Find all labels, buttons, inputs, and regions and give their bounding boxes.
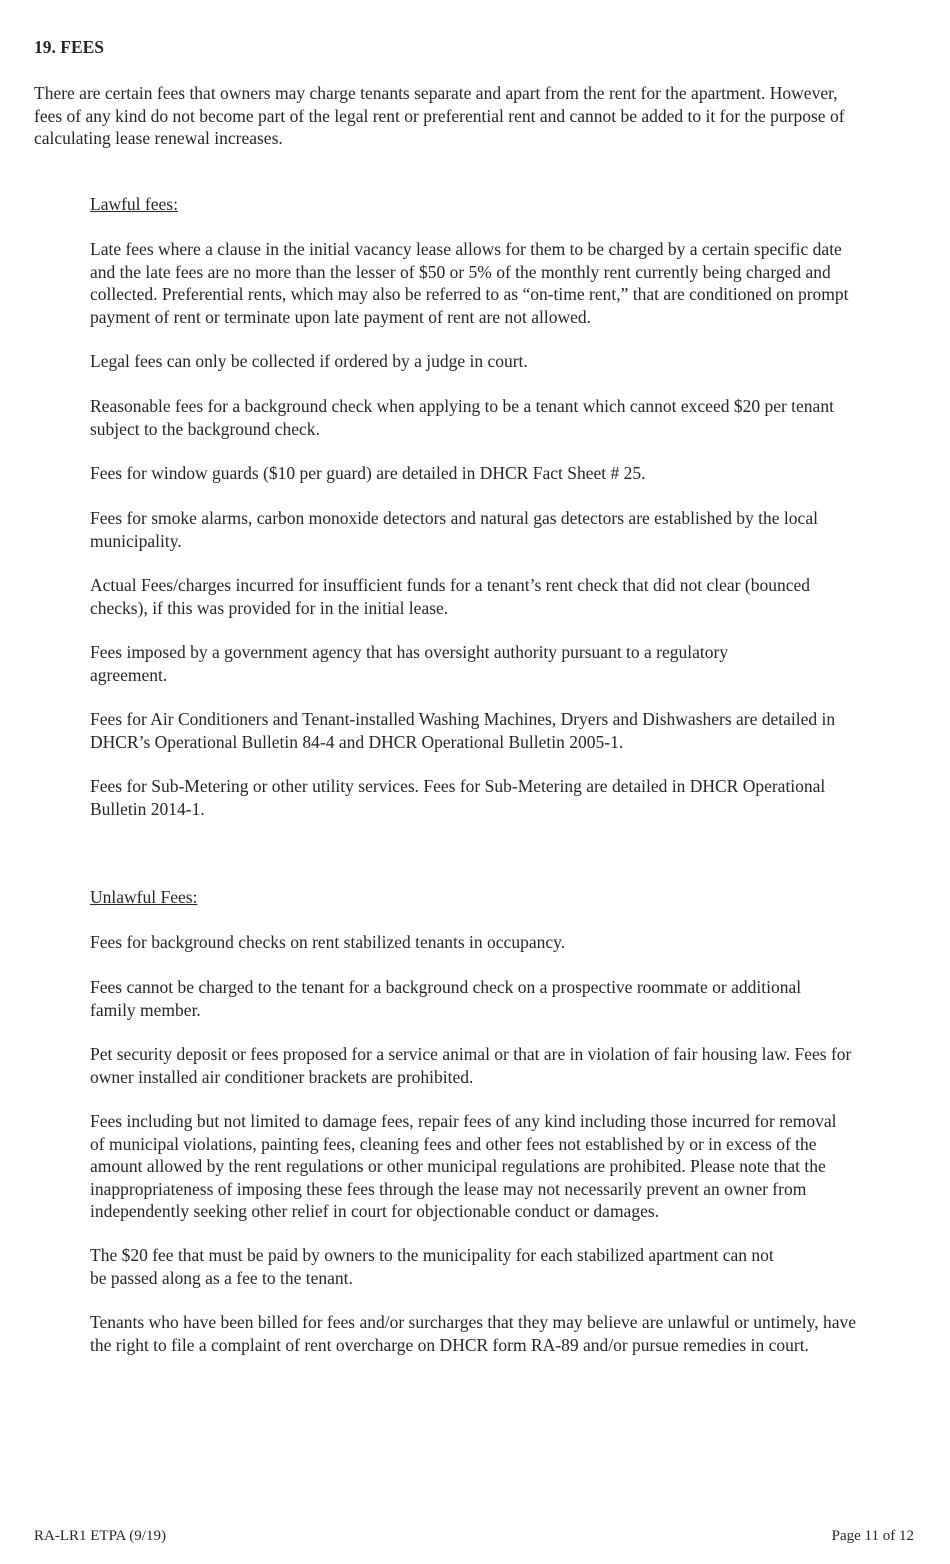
lawful-paragraph-late-fees [90,238,920,328]
lawful-paragraph-air-conditioners [90,708,920,753]
text-line: Late fees where a clause in the initial vacancy lease allows for them to be charged by a certain specific date [90,239,842,259]
text-line: Tenants who have been billed for fees and/or surcharges that they may believe are unlawful or untimely, have [90,1312,857,1332]
text-line: agreement. [90,664,168,685]
lawful-paragraph-legal-fees [90,350,920,373]
text-line: Fees for smoke alarms, carbon monoxide detectors and natural gas detectors are established by the local [90,508,818,528]
text-line: be passed along as a fee to the tenant. [90,1267,353,1288]
unlawful-paragraph-background-checks [90,931,920,954]
text-line: collected. Preferential rents, which may also be referred to as “on-time rent,” that are conditioned on prompt [90,284,849,304]
intro-paragraph [34,82,914,150]
text-line: the right to file a complaint of rent overcharge on DHCR form RA-89 and/or pursue remedies in court. [90,1334,809,1355]
text-line: Fees for background checks on rent stabilized tenants in occupancy. [90,932,566,952]
text-line: independently seeking other relief in court for objectionable conduct or damages. [90,1201,660,1221]
lawful-paragraph-smoke-alarms [90,507,920,552]
text-line: amount allowed by the rent regulations or other municipal regulations are prohibited. Please note that the [90,1156,826,1176]
text-line: Fees for window guards ($10 per guard) are detailed in DHCR Fact Sheet # 25. [90,463,646,483]
text-line: municipality. [90,530,182,551]
text-line: There are certain fees that owners may charge tenants separate and apart from the rent for the apartment. However, [34,83,838,103]
text-line: Fees cannot be charged to the tenant for a background check on a prospective roommate or additional [90,977,802,997]
lawful-paragraph-insufficient-funds [90,574,920,619]
form-identifier: RA-LR1 ETPA (9/19) [34,1528,166,1544]
text-line: payment of rent or terminate upon late payment of rent are not allowed. [90,306,591,327]
text-line: inappropriateness of imposing these fees through the lease may not necessarily prevent an owner from [90,1178,807,1199]
lawful-paragraph-window-guards [90,462,920,485]
unlawful-paragraph-roommate-check [90,976,920,1021]
text-line: calculating lease renewal increases. [34,128,283,148]
lawful-paragraph-background-check [90,395,920,440]
unlawful-fees-title: Unlawful Fees: [90,887,198,907]
lawful-paragraph-sub-metering [90,775,920,820]
lawful-paragraph-government-fees [90,641,920,686]
unlawful-paragraph-municipality-fee [90,1244,920,1289]
text-line: The $20 fee that must be paid by owners to the municipality for each stabilized apartment can not [90,1245,774,1265]
section-heading: 19. FEES [34,37,105,57]
text-line: Fees including but not limited to damage fees, repair fees of any kind including those incurred for removal [90,1111,837,1131]
text-line: Fees for Sub-Metering or other utility services. Fees for Sub-Metering are detailed in DHCR Operational [90,776,826,796]
unlawful-paragraph-pet-deposit [90,1043,920,1088]
text-line: Actual Fees/charges incurred for insufficient funds for a tenant’s rent check that did not clear (bounced [90,575,810,595]
text-line: fees of any kind do not become part of the legal rent or preferential rent and cannot be added to it for the purpose of [34,105,845,126]
text-line: owner installed air conditioner brackets are prohibited. [90,1066,474,1087]
unlawful-paragraph-damage-fees [90,1110,920,1223]
text-line: Pet security deposit or fees proposed for a service animal or that are in violation of fair housing law. Fees for [90,1044,852,1064]
text-line: family member. [90,999,201,1020]
lawful-fees-title: Lawful fees: [90,194,178,214]
text-line: of municipal violations, painting fees, cleaning fees and other fees not established by or in excess of the [90,1133,817,1154]
text-line: subject to the background check. [90,418,320,439]
text-line: checks), if this was provided for in the initial lease. [90,597,449,618]
text-line: Fees for Air Conditioners and Tenant-installed Washing Machines, Dryers and Dishwashers are detailed in [90,709,836,729]
text-line: and the late fees are no more than the lesser of $50 or 5% of the monthly rent currently being charged and [90,261,831,282]
text-line: Fees imposed by a government agency that has oversight authority pursuant to a regulatory [90,642,729,662]
page-number: Page 11 of 12 [831,1528,914,1544]
text-line: Bulletin 2014-1. [90,798,205,819]
unlawful-paragraph-complaint-rights [90,1311,920,1356]
text-line: Reasonable fees for a background check when applying to be a tenant which cannot exceed $20 per tenant [90,396,834,416]
text-line: DHCR’s Operational Bulletin 84-4 and DHCR Operational Bulletin 2005-1. [90,731,624,752]
text-line: Legal fees can only be collected if ordered by a judge in court. [90,351,528,371]
